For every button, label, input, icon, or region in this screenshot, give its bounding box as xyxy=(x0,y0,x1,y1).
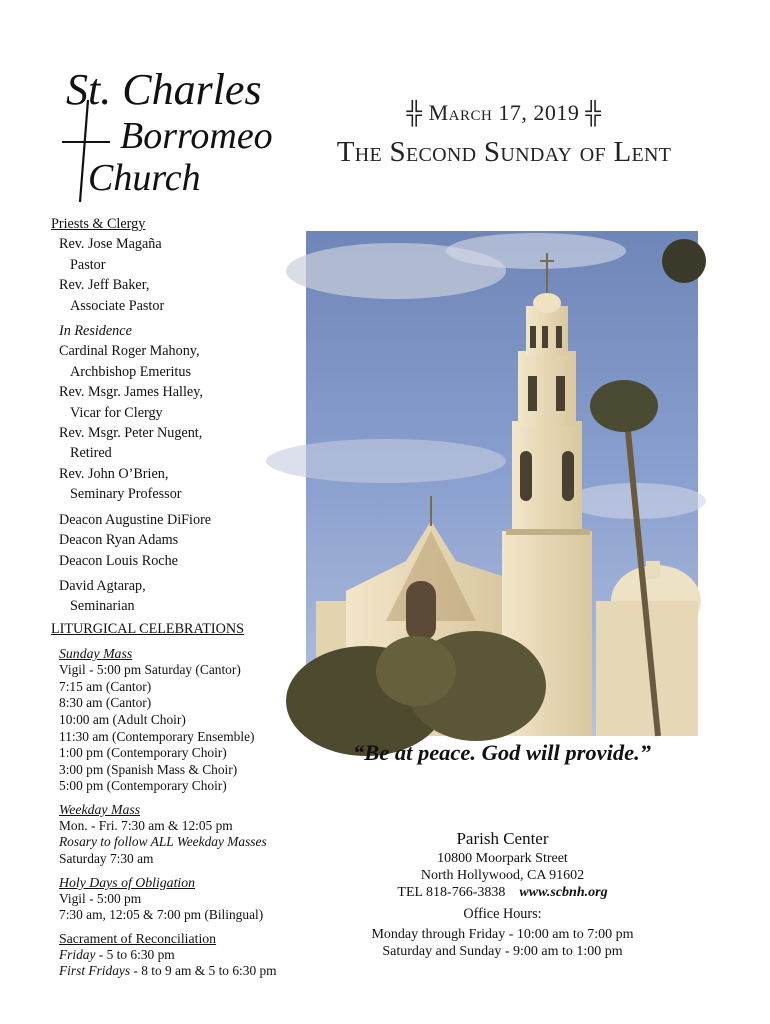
office-hours-weekday: Monday through Friday - 10:00 am to 7:00 pm xyxy=(371,927,634,942)
church-logo xyxy=(58,62,273,212)
logo-line-3: Church xyxy=(88,157,201,199)
schedule-line: Vigil - 5:00 pm Saturday (Cantor) xyxy=(59,662,241,678)
parish-website-link[interactable]: www.scbnh.org xyxy=(519,885,608,900)
parish-center-info xyxy=(330,828,675,960)
resident-role: Vicar for Clergy xyxy=(70,404,163,421)
rosary-note: Rosary to follow ALL Weekday Masses xyxy=(59,834,267,850)
bulletin-date xyxy=(312,100,696,126)
parish-contact xyxy=(330,884,675,901)
parish-tel: TEL 818-766-3838 xyxy=(397,885,506,900)
deacon-name: Deacon Louis Roche xyxy=(59,552,178,569)
pastor-role: Pastor xyxy=(70,256,106,273)
sunday-mass-heading: Sunday Mass xyxy=(59,646,133,662)
schedule-line: 1:00 pm (Contemporary Choir) xyxy=(59,745,227,761)
logo-line-1: St. Charles xyxy=(66,65,262,114)
schedule-line: 5:00 pm (Contemporary Choir) xyxy=(59,778,227,794)
schedule-line: Vigil - 5:00 pm xyxy=(59,890,142,906)
seminarian-name: David Agtarap, xyxy=(59,577,146,594)
assoc-pastor-role: Associate Pastor xyxy=(70,297,165,314)
schedule-line: First Fridays - 8 to 9 am & 5 to 6:30 pm xyxy=(59,963,277,979)
left-column xyxy=(51,214,306,980)
cross-icon: ╬ xyxy=(406,100,423,125)
sunday-mass-block xyxy=(51,645,306,795)
resident-name: Rev. John O’Brien, xyxy=(59,465,169,482)
office-hours-weekend: Saturday and Sunday - 9:00 am to 1:00 pm xyxy=(382,944,623,959)
page-title: The Second Sunday of Lent xyxy=(336,136,672,168)
assoc-pastor-name: Rev. Jeff Baker, xyxy=(59,277,150,294)
liturgy-heading: LITURGICAL CELEBRATIONS xyxy=(51,620,244,637)
schedule-line: 11:30 am (Contemporary Ensemble) xyxy=(59,728,255,744)
parish-city: North Hollywood, CA 91602 xyxy=(420,868,585,883)
schedule-line: 8:30 am (Cantor) xyxy=(59,695,152,711)
holy-days-heading: Holy Days of Obligation xyxy=(59,874,196,890)
resident-role: Archbishop Emeritus xyxy=(70,363,191,380)
reconciliation-block xyxy=(51,930,306,980)
pastor-name: Rev. Jose Magaña xyxy=(59,236,162,253)
church-photo xyxy=(306,231,698,736)
schedule-line: Mon. - Fri. 7:30 am & 12:05 pm xyxy=(59,817,233,833)
resident-role: Seminary Professor xyxy=(70,486,182,503)
logo-line-2: Borromeo xyxy=(120,115,273,157)
schedule-line: 7:30 am, 12:05 & 7:00 pm (Bilingual) xyxy=(59,907,264,923)
date-text: March 17, 2019 xyxy=(428,100,580,125)
parish-center-title: Parish Center xyxy=(456,829,549,848)
resident-name: Cardinal Roger Mahony, xyxy=(59,343,200,360)
parish-street: 10800 Moorpark Street xyxy=(437,851,568,866)
weekday-mass-block xyxy=(51,801,306,868)
office-hours-label: Office Hours: xyxy=(463,906,542,922)
in-residence-heading: In Residence xyxy=(59,323,132,340)
resident-name: Rev. Msgr. James Halley, xyxy=(59,384,203,401)
schedule-line: 7:15 am (Cantor) xyxy=(59,678,152,694)
clergy-heading: Priests & Clergy xyxy=(51,216,146,232)
schedule-line: 3:00 pm (Spanish Mass & Choir) xyxy=(59,761,238,777)
reconciliation-heading: Sacrament of Reconciliation xyxy=(59,930,217,946)
schedule-line: Friday - 5 to 6:30 pm xyxy=(59,946,175,962)
cross-icon: ╬ xyxy=(585,100,602,125)
weekday-mass-heading: Weekday Mass xyxy=(59,801,141,817)
resident-role: Retired xyxy=(70,445,112,462)
deacon-name: Deacon Augustine DiFiore xyxy=(59,511,212,528)
resident-name: Rev. Msgr. Peter Nugent, xyxy=(59,425,203,442)
schedule-line: 10:00 am (Adult Choir) xyxy=(59,711,186,727)
holy-days-block xyxy=(51,874,306,924)
deacon-name: Deacon Ryan Adams xyxy=(59,532,179,549)
seminarian-role: Seminarian xyxy=(70,598,135,615)
quote: “Be at peace. God will provide.” xyxy=(352,740,652,765)
schedule-line: Saturday 7:30 am xyxy=(59,851,154,867)
